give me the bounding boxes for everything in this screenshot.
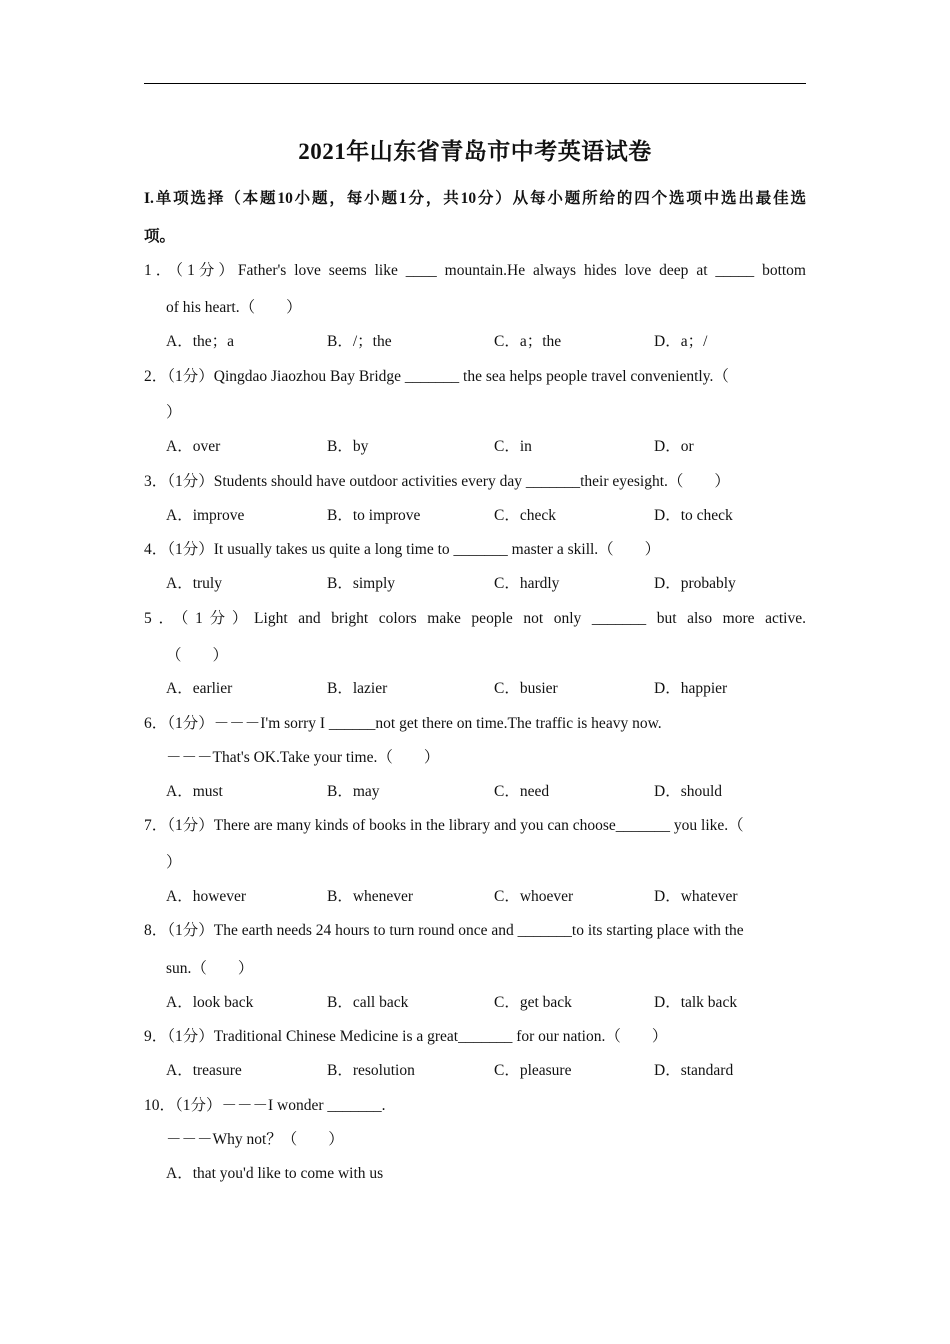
q1-option-b: B．/；the xyxy=(327,333,392,350)
q6-option-a: A．must xyxy=(166,783,223,800)
question-6-cont: －－－That's OK.Take your time.（ ） xyxy=(166,749,440,766)
q1-option-c: C．a；the xyxy=(494,333,562,350)
question-10-cont: －－－Why not？（ ） xyxy=(166,1131,344,1148)
q1-option-d: D．a；/ xyxy=(654,333,708,350)
question-7-cont: ） xyxy=(166,854,182,871)
q8-option-d: D．talk back xyxy=(654,994,738,1011)
question-2: 2．（1分）Qingdao Jiaozhou Bay Bridge _______ the sea helps people travel conveniently.（ xyxy=(144,368,729,385)
q1-option-a: A．the；a xyxy=(166,333,235,350)
q9-option-b: B．resolution xyxy=(327,1062,415,1079)
q9-option-d: D．standard xyxy=(654,1062,734,1079)
question-8: 8．（1分）The earth needs 24 hours to turn round once and _______to its starting place with the xyxy=(144,922,744,939)
q3-option-c: C．check xyxy=(494,507,556,524)
q5-option-d: D．happier xyxy=(654,680,728,697)
q7-option-c: C．whoever xyxy=(494,888,574,905)
question-6: 6．（1分）－－－I'm sorry I ______not get there on time.The traffic is heavy now. xyxy=(144,715,662,732)
q5-option-b: B．lazier xyxy=(327,680,388,697)
q5-option-a: A．earlier xyxy=(166,680,233,697)
q6-option-d: D．should xyxy=(654,783,723,800)
q6-option-c: C．need xyxy=(494,783,550,800)
q10-option-a: A．that you'd like to come with us xyxy=(166,1165,384,1182)
question-4: 4．（1分）It usually takes us quite a long time to _______ master a skill.（ ） xyxy=(144,541,661,558)
question-2-cont: ） xyxy=(166,404,182,421)
page-title: 2021年山东省青岛市中考英语试卷 xyxy=(298,139,652,164)
q2-option-b: B．by xyxy=(327,438,369,455)
q6-option-b: B．may xyxy=(327,783,380,800)
question-8-cont: sun.（ ） xyxy=(166,960,254,977)
question-3: 3．（1分）Students should have outdoor activities every day _______their eyesight.（ ） xyxy=(144,473,730,490)
section-heading: I.单项选择（本题10小题，每小题1分，共10分）从每小题所给的四个选项中选出最佳选 xyxy=(144,190,806,207)
q8-option-a: A．look back xyxy=(166,994,254,1011)
q4-option-d: D．probably xyxy=(654,575,736,592)
q2-option-c: C．in xyxy=(494,438,532,455)
q8-option-b: B．call back xyxy=(327,994,409,1011)
question-1: 1．（1分）Father's love seems like ____ mountain.He always hides love deep at _____ bottom xyxy=(144,262,806,279)
q4-option-b: B．simply xyxy=(327,575,396,592)
q3-option-a: A．improve xyxy=(166,507,245,524)
q7-option-d: D．whatever xyxy=(654,888,738,905)
header-rule xyxy=(144,83,806,84)
question-5-cont: （ ） xyxy=(166,647,229,664)
q9-option-a: A．treasure xyxy=(166,1062,242,1079)
q8-option-c: C．get back xyxy=(494,994,572,1011)
q5-option-c: C．busier xyxy=(494,680,558,697)
question-5: 5．（1分）Light and bright colors make people not only _______ but also more active. xyxy=(144,610,806,627)
q9-option-c: C．pleasure xyxy=(494,1062,572,1079)
q3-option-b: B．to improve xyxy=(327,507,421,524)
question-10: 10．（1分）－－－I wonder _______. xyxy=(144,1097,386,1114)
q4-option-c: C．hardly xyxy=(494,575,560,592)
q2-option-a: A．over xyxy=(166,438,221,455)
q7-option-b: B．whenever xyxy=(327,888,414,905)
q7-option-a: A．however xyxy=(166,888,247,905)
question-9: 9．（1分）Traditional Chinese Medicine is a great_______ for our nation.（ ） xyxy=(144,1028,668,1045)
q3-option-d: D．to check xyxy=(654,507,733,524)
question-1-cont: of his heart.（ ） xyxy=(166,299,302,316)
q4-option-a: A．truly xyxy=(166,575,222,592)
q2-option-d: D．or xyxy=(654,438,694,455)
question-7: 7．（1分）There are many kinds of books in the library and you can choose_______ you like.（ xyxy=(144,817,744,834)
section-heading-cont: 项。 xyxy=(144,228,176,245)
